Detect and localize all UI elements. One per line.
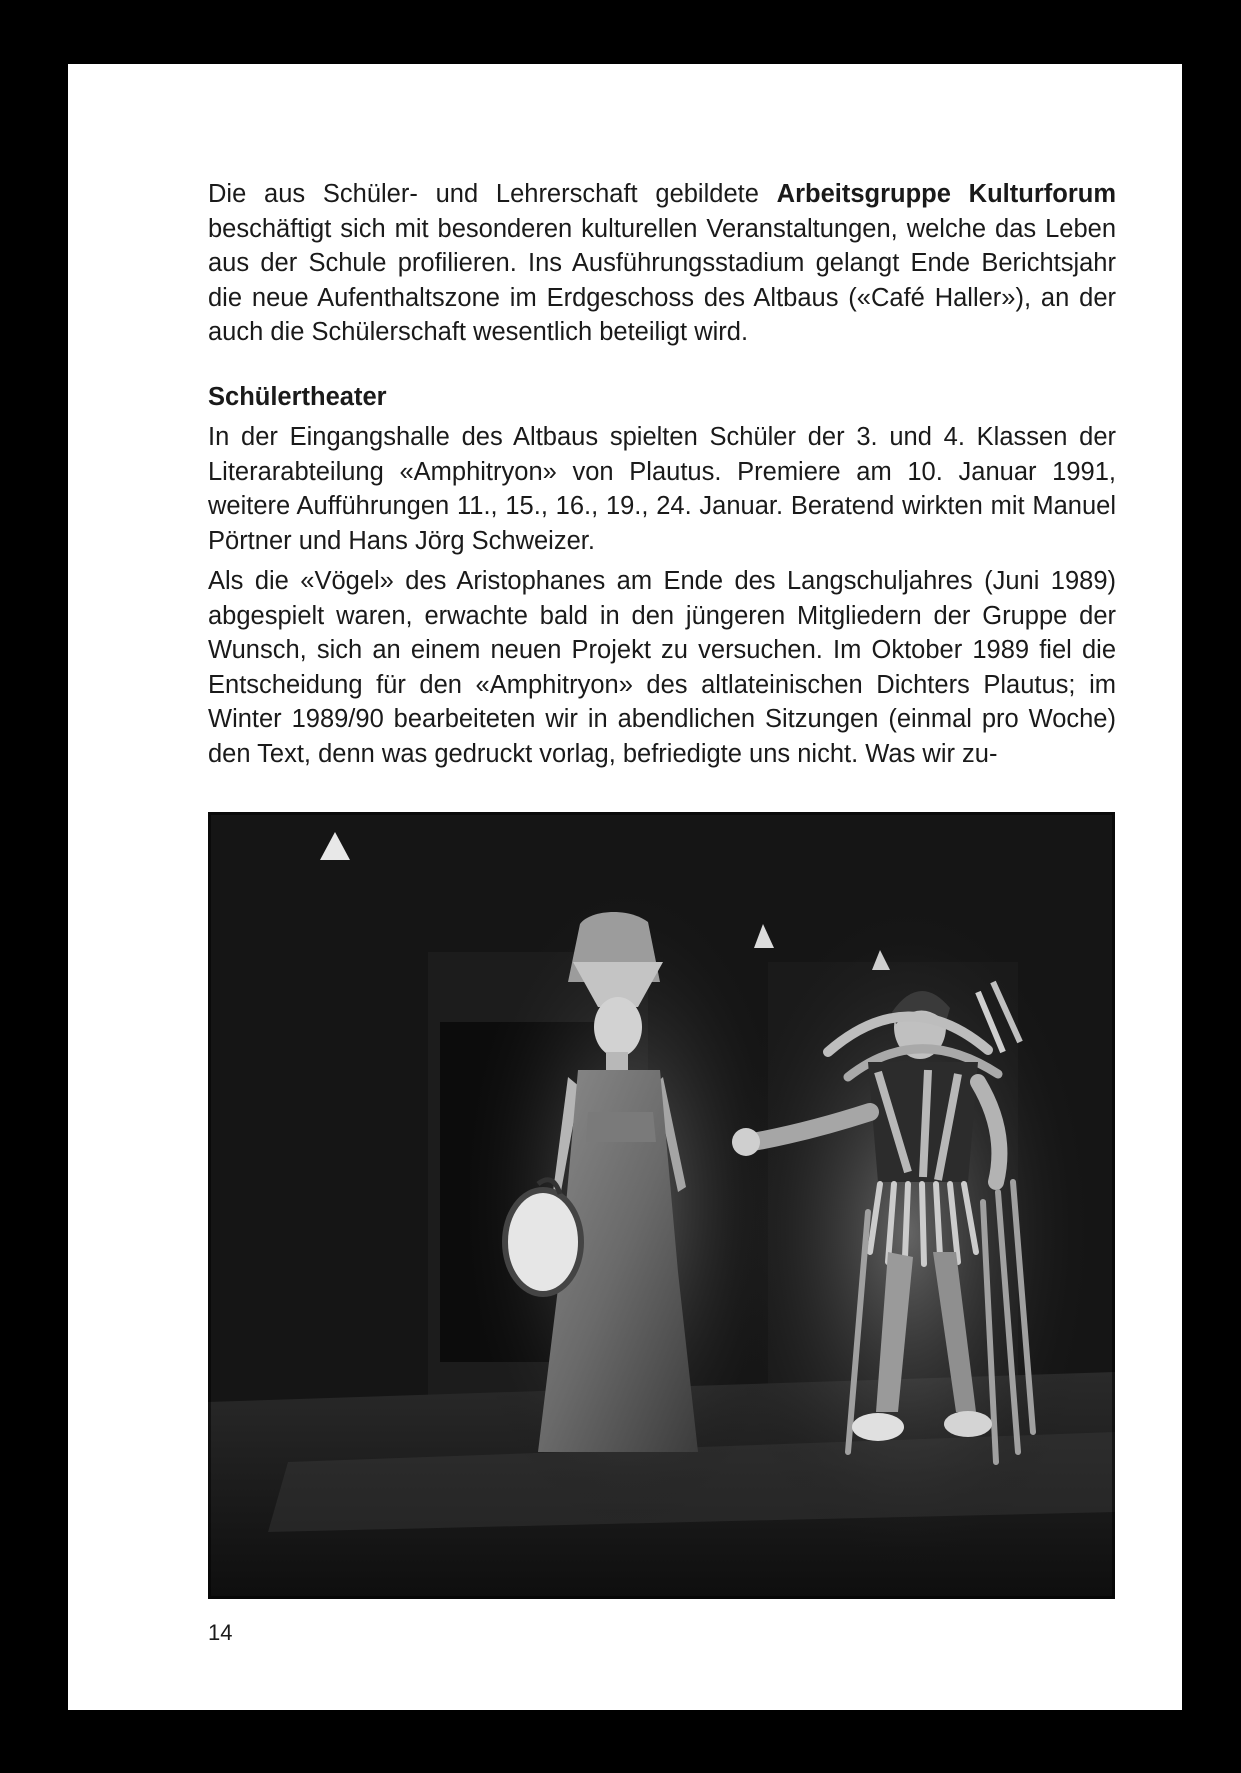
theater-paragraph-2-text: Als die «Vögel» des Aristophanes am Ende des Langschuljahres (Juni 1989) abgespielt waren, erwachte bald in den jüngeren Mitgliedern der Gruppe der Wunsch, sich an einem neuen Projekt zu versuchen. Im Oktober 1989 fiel die Entscheidung für den «Amphitryon» des altlateinischen Dichters Plautus; im Winter 1989/90 bearbeiteten wir in abendlichen Sitzungen (einmal pro Woche) den Text, denn was gedruckt vorlag, befriedigte uns nicht. Was wir zu- [208,567,1116,768]
theater-paragraph-1 [208,420,1116,558]
page-number: 14 [208,1620,233,1645]
theater-paragraph-1-text: In der Eingangshalle des Altbaus spielten Schüler der 3. und 4. Klassen der Literarabteilung «Amphitryon» von Plautus. Premiere am 10. Januar 1991, weitere Aufführungen 11., 15., 16., 19., 24. Januar. Beratend wirkten mit Manuel Pörtner und Hans Jörg Schweizer. [208,423,1116,555]
theater-paragraph-2 [208,564,1116,771]
intro-bold-term: Arbeitsgruppe Kulturforum [776,180,1116,208]
intro-text-start: Die aus Schüler- und Lehrerschaft gebildete [208,180,777,208]
intro-paragraph [208,177,1116,350]
intro-text-end: beschäftigt sich mit besonderen kulturellen Veranstaltungen, welche das Leben aus der Schule profilieren. Ins Ausführungsstadium gelangt Ende Berichtsjahr die neue Aufenthaltszone im Erdgeschoss des Altbaus («Café Haller»), an der auch die Schülerschaft wesentlich beteiligt wird. [208,214,1116,346]
section-heading: Schülertheater [208,383,387,411]
stage-photo [208,812,1115,1599]
document-page [68,64,1182,1710]
stage-photo-illustration [208,812,1115,1599]
